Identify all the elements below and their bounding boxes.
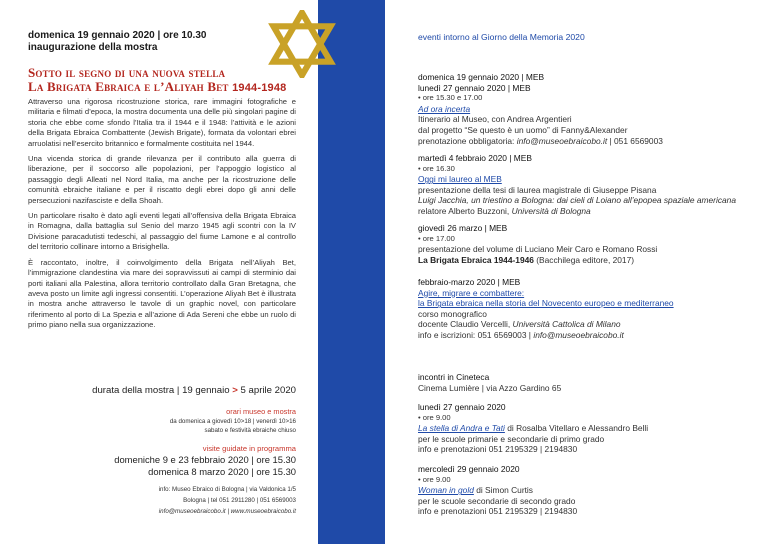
- opening-label: inaugurazione della mostra: [28, 42, 158, 53]
- event-date: mercoledì 29 gennaio 2020: [418, 464, 520, 474]
- university: Università Cattolica di Milano: [512, 319, 621, 330]
- events-header: eventi intorno al Giorno della Memoria 2020: [418, 32, 585, 42]
- course-title-2[interactable]: la Brigata ebraica nella storia del Novecento europeo e mediterraneo: [418, 298, 674, 309]
- event-line: [418, 255, 748, 266]
- event-date: lunedì 27 gennaio 2020 | MEB: [418, 82, 531, 93]
- event-title[interactable]: Oggi mi laureo al MEB: [418, 174, 502, 185]
- blue-band: [318, 0, 385, 544]
- event-line: [418, 485, 748, 496]
- paragraph: Una vicenda storica di grande rilevanza per il contributo alla guerra di liberazione, per il soccorso alle popolazioni, per l’appoggio logistico al passaggio degli Alleati nel Nord Italia, ma anche per la ricostruzione delle comunità ebraiche italiane e per il riscatto degli ebrei dopo gli anni delle persecuzioni nazifasciste e della Shoah.: [28, 154, 296, 205]
- guided-tour-dates-2: domenica 8 marzo 2020 | ore 15.30: [148, 466, 296, 477]
- event-line: per le scuole primarie e secondarie di primo grado: [418, 433, 605, 444]
- event-film-woman-in-gold: [418, 464, 748, 517]
- event-film-stella: [418, 402, 748, 455]
- book-title: La Brigata Ebraica 1944-1946: [418, 254, 534, 265]
- event-line: [418, 330, 748, 341]
- film-title[interactable]: La stella di Andra e Tati: [418, 423, 505, 434]
- title-line-1: Sotto il segno di una nuova stella: [28, 65, 226, 80]
- hours-closed: sabato e festività ebraiche chiuso: [204, 427, 296, 434]
- event-line: [418, 136, 748, 147]
- exhibition-duration: [60, 385, 296, 396]
- film-title[interactable]: Woman in gold: [418, 485, 474, 496]
- film-director: di Simon Curtis: [476, 485, 533, 496]
- supervisor: relatore Alberto Buzzoni,: [418, 205, 510, 216]
- guided-tour-dates-1: domeniche 9 e 23 febbraio 2020 | ore 15.30: [114, 454, 296, 465]
- hours-title: orari museo e mostra: [226, 407, 296, 416]
- paragraph: Un particolare risalto è dato agli eventi legati all’offensiva della Brigata Ebraica in Romagna, dalla battaglia sul Senio del marzo 1945 agli scontri con la IV Divisione paracadutisti tedeschi, al passaggio del fiume Lamone e al controllo del territorio collinare intorno a Brisighella.: [28, 211, 296, 252]
- event-line: dal progetto “Se questo è un uomo” di Fanny&Alexander: [418, 124, 628, 135]
- event-line: Itinerario al Museo, con Andrea Argentieri: [418, 114, 572, 125]
- exhibition-title: [28, 66, 308, 95]
- event-line: presentazione della tesi di laurea magistrale di Giuseppe Pisana: [418, 184, 657, 195]
- event-date: domenica 19 gennaio 2020 | MEB: [418, 72, 545, 82]
- event-time: • ore 9.00: [418, 474, 451, 484]
- opening-date: domenica 19 gennaio 2020 | ore 10.30: [28, 30, 207, 41]
- event-time: • ore 17.00: [418, 233, 455, 243]
- film-directors: di Rosalba Vitellaro e Alessandro Belli: [507, 423, 649, 434]
- lecturer: docente Claudio Vercelli,: [418, 319, 511, 330]
- event-time: • ore 15.30 e 17.00: [418, 93, 483, 103]
- cineteca-section: [418, 372, 748, 393]
- university: Università di Bologna: [511, 205, 591, 216]
- hours-weekdays: da domenica a giovedì 10>18 | venerdì 10>16: [169, 418, 296, 425]
- enrolment-info: info e iscrizioni: 051 6569003 |: [418, 329, 531, 340]
- cinema-address: Cinema Lumière | via Azzo Gardino 65: [418, 382, 562, 393]
- exhibition-description: [28, 97, 296, 336]
- event-title[interactable]: Ad ora incerta: [418, 103, 471, 114]
- event-line: info e prenotazioni 051 2195329 | 2194830: [418, 444, 578, 455]
- exhibition-header: [28, 30, 298, 54]
- museum-phone: Bologna | tel 051 2911280 | 051 6569003: [183, 497, 296, 504]
- title-line-2: [28, 80, 308, 95]
- event-ad-ora-incerta: [418, 72, 748, 146]
- email-link[interactable]: info@museoebraicobo.it: [516, 135, 608, 146]
- title-years: 1944-1948: [232, 82, 287, 94]
- book-publisher: (Bacchilega editore, 2017): [536, 254, 635, 265]
- event-line: [418, 206, 748, 217]
- duration-end: 5 aprile 2020: [240, 385, 296, 396]
- event-line: corso monografico: [418, 308, 487, 319]
- event-date: lunedì 27 gennaio 2020: [418, 402, 506, 412]
- event-date: giovedì 26 marzo | MEB: [418, 223, 508, 233]
- paragraph: Attraverso una rigorosa ricostruzione storica, rare immagini fotografiche e militaria e filmati d’epoca, la mostra documenta una delle più singolari pagine di storia che ebbe come sfondo l’Italia tra il 1944 e il 1948: l’attività e le azioni della Brigata Ebraica Combattente (Jewish Brigate), formata da volontari ebrei arruolatisi nell’esercito britannico e formalmente costituita nel 1944.: [28, 97, 296, 148]
- event-line: [418, 319, 748, 330]
- museum-address: info: Museo Ebraico di Bologna | via Valdonica 1/5: [158, 486, 296, 493]
- event-time: • ore 16.30: [418, 163, 455, 173]
- duration-start: durata della mostra | 19 gennaio: [92, 385, 230, 396]
- paragraph: È raccontato, inoltre, il coinvolgimento della Brigata nell’Aliyah Bet, l’immigrazione clandestina via mare dei sopravvissuti ai campi di sterminio dai porti italiani alla Palestina, allora territorio controllato dalla Gran Bretagna, che aveva posto un limite agli ingressi consentiti. L’operazione Aliyah Bet è illustrata in mostra anche attraverso le tavole di un graphic novel, con particolare riferimento al porto di La Spezia e all’azione di Ada Sereni che ebbe un ruolo di primo piano nella sua organizzazione.: [28, 257, 296, 330]
- title-line-2-main: La Brigata Ebraica e l’Aliyah Bet: [28, 79, 229, 94]
- phone-number: | 051 6569003: [609, 135, 663, 146]
- event-line: info e prenotazioni 051 2195329 | 2194830: [418, 506, 578, 517]
- event-book-presentation: [418, 223, 748, 265]
- cineteca-title: incontri in Cineteca: [418, 372, 490, 382]
- museum-contacts-link[interactable]: info@museoebraicobo.it | www.museoebraicobo.it: [158, 508, 296, 515]
- course-title-1[interactable]: Agire, migrare e combattere:: [418, 287, 525, 298]
- event-line: [418, 423, 748, 434]
- event-oggi-mi-laureo: [418, 153, 748, 217]
- event-date: febbraio-marzo 2020 | MEB: [418, 277, 521, 287]
- guided-tours-title: visite guidate in programma: [202, 444, 296, 453]
- event-course: [418, 277, 748, 341]
- event-line: per le scuole secondarie di secondo grado: [418, 495, 576, 506]
- thesis-title: Luigi Jacchia, un triestino a Bologna: dai cieli di Loiano all’epopea spaziale americana: [418, 195, 736, 206]
- event-time: • ore 9.00: [418, 412, 451, 422]
- event-line: presentazione del volume di Luciano Meir Caro e Romano Rossi: [418, 244, 658, 255]
- booking-label: prenotazione obbligatoria:: [418, 135, 515, 146]
- email-link[interactable]: info@museoebraicobo.it: [533, 329, 624, 340]
- event-date: martedì 4 febbraio 2020 | MEB: [418, 153, 532, 163]
- duration-arrow: >: [232, 385, 238, 396]
